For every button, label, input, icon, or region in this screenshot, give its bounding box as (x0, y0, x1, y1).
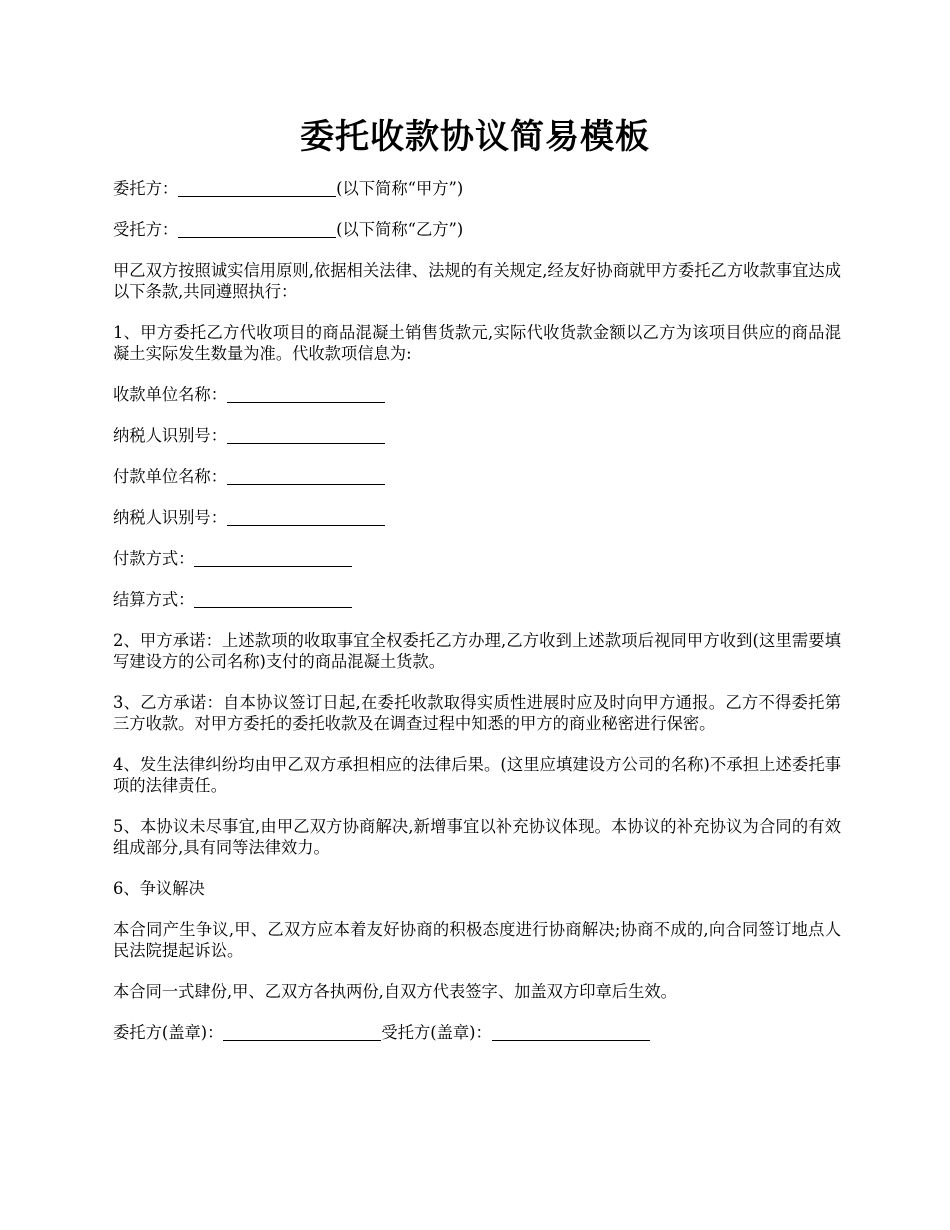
clause-4: 4、发生法律纠纷均由甲乙双方承担相应的法律后果。(这里应填建设方公司的名称)不承担上述委托事项的法律责任。 (113, 755, 841, 795)
field-line (113, 425, 841, 446)
party-b-suffix: (以下简称“乙方”) (336, 220, 464, 239)
clause-2: 2、甲方承诺：上述款项的收取事宜全权委托乙方办理,乙方收到上述款项后视同甲方收到(这里需要填写建设方的公司名称)支付的商品混凝土货款。 (113, 631, 841, 671)
field-line (113, 589, 841, 610)
field-blank (227, 426, 385, 444)
field-line (113, 384, 841, 405)
field-blank (227, 385, 385, 403)
field-label: 收款单位名称： (113, 385, 227, 404)
party-b-label: 受托方： (113, 220, 179, 239)
party-a-line (113, 178, 841, 199)
field-blank (227, 467, 385, 485)
sign-a-blank (223, 1023, 381, 1041)
sign-b-blank (492, 1023, 650, 1041)
sign-b-label: 受托方(盖章)： (381, 1023, 492, 1042)
intro-paragraph: 甲乙双方按照诚实信用原则,依据相关法律、法规的有关规定,经友好协商就甲方委托乙方收款事宜达成以下条款,共同遵照执行： (113, 261, 841, 301)
clause-6-body: 本合同产生争议,甲、乙双方应本着友好协商的积极态度进行协商解决;协商不成的,向合同签订地点人民法院提起诉讼。 (113, 920, 841, 960)
field-line (113, 548, 841, 569)
field-line (113, 507, 841, 528)
field-label: 付款方式： (113, 549, 195, 568)
signature-line (113, 1022, 841, 1043)
party-a-label: 委托方： (113, 179, 179, 198)
clause-3: 3、乙方承诺：自本协议签订日起,在委托收款取得实质性进展时应及时向甲方通报。乙方不得委托第三方收款。对甲方委托的委托收款及在调查过程中知悉的甲方的商业秘密进行保密。 (113, 693, 841, 733)
clause-5: 5、本协议未尽事宜,由甲乙双方协商解决,新增事宜以补充协议体现。本协议的补充协议为合同的有效组成部分,具有同等法律效力。 (113, 817, 841, 857)
party-b-line (113, 219, 841, 240)
field-line (113, 466, 841, 487)
field-label: 纳税人识别号： (113, 508, 227, 527)
field-blank (227, 508, 385, 526)
clause-1: 1、甲方委托乙方代收项目的商品混凝土销售货款元,实际代收货款金额以乙方为该项目供应的商品混凝土实际发生数量为准。代收款项信息为: (113, 323, 841, 363)
party-b-blank (178, 220, 336, 238)
field-label: 纳税人识别号： (113, 426, 227, 445)
field-label: 付款单位名称： (113, 467, 227, 486)
clause-6-heading: 6、争议解决 (113, 879, 205, 898)
party-a-suffix: (以下简称“甲方”) (336, 179, 464, 198)
party-a-blank (178, 179, 336, 197)
field-label: 结算方式： (113, 590, 195, 609)
field-blank (194, 549, 352, 567)
document-title: 委托收款协议简易模板 (300, 117, 650, 157)
document-body (113, 178, 841, 1063)
copies-paragraph: 本合同一式肆份,甲、乙双方各执两份,自双方代表签字、加盖双方印章后生效。 (113, 982, 677, 1001)
sign-a-label: 委托方(盖章)： (113, 1023, 224, 1042)
field-blank (194, 590, 352, 608)
